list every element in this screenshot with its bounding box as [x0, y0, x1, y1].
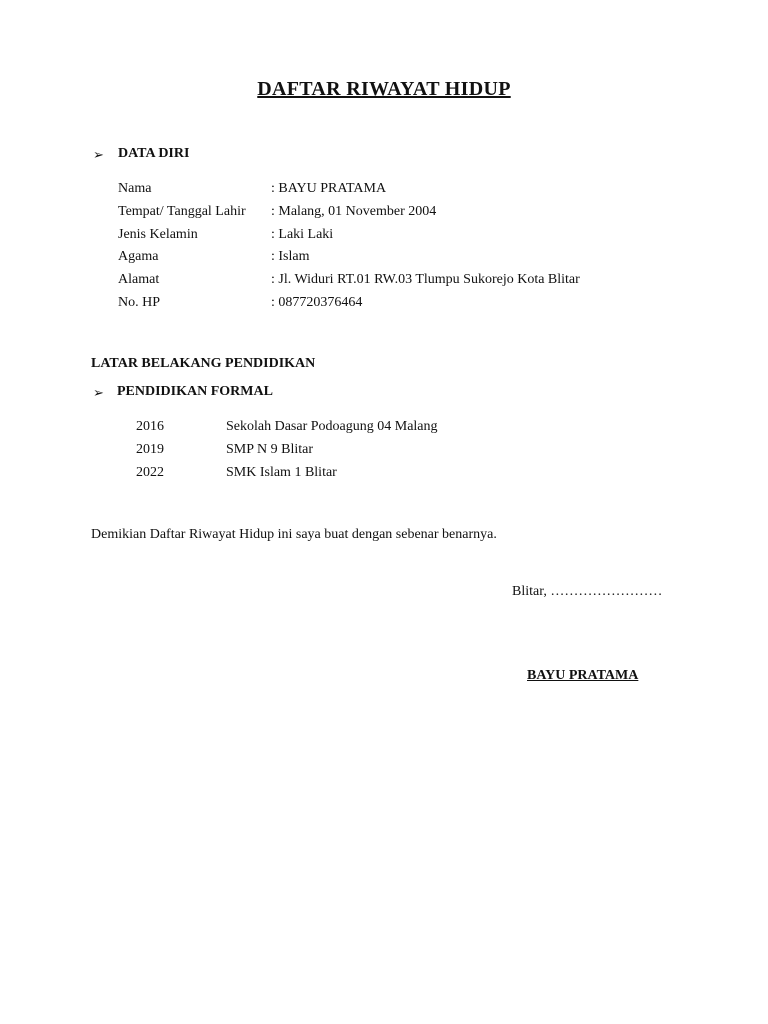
education-school: Sekolah Dasar Podoagung 04 Malang — [226, 419, 438, 434]
field-label: No. HP — [118, 295, 161, 310]
field-value-text: Islam — [278, 249, 310, 265]
education-heading: LATAR BELAKANG PENDIDIKAN — [91, 356, 316, 371]
signature-name: BAYU PRATAMA — [527, 668, 639, 683]
field-value — [271, 181, 386, 197]
field-value-text: Jl. Widuri RT.01 RW.03 Tlumpu Sukorejo Kota Blitar — [278, 272, 580, 288]
personal-data-row — [118, 249, 738, 267]
field-value — [271, 227, 333, 243]
field-separator: : — [271, 272, 279, 288]
place-date: Blitar, …………………… — [512, 584, 663, 599]
personal-data-heading: DATA DIRI — [118, 146, 190, 161]
education-school: SMK Islam 1 Blitar — [226, 464, 337, 480]
closing-statement: Demikian Daftar Riwayat Hidup ini saya buat dengan sebenar benarnya. — [91, 527, 497, 542]
field-value-text: BAYU PRATAMA — [278, 181, 387, 196]
field-separator: : — [271, 295, 279, 310]
field-value-text: Laki Laki — [278, 226, 334, 242]
field-label: Nama — [118, 181, 152, 196]
field-value — [271, 249, 310, 265]
personal-data-row — [118, 295, 738, 313]
education-year: 2016 — [136, 419, 164, 434]
field-separator: : — [271, 181, 279, 196]
field-label: Agama — [118, 249, 159, 265]
formal-education-heading: PENDIDIKAN FORMAL — [117, 384, 273, 399]
personal-data-row — [118, 272, 738, 290]
education-school: SMP N 9 Blitar — [226, 441, 313, 457]
field-value-text: Malang, 01 November 2004 — [278, 203, 437, 219]
personal-data-row — [118, 181, 738, 199]
education-row — [136, 442, 636, 460]
education-row — [136, 419, 636, 437]
education-row — [136, 465, 636, 483]
arrow-bullet-icon: ➢ — [93, 147, 104, 162]
field-value — [271, 204, 436, 220]
arrow-bullet-icon: ➢ — [93, 385, 104, 400]
field-label: Jenis Kelamin — [118, 226, 198, 242]
field-label: Alamat — [118, 272, 160, 288]
field-value — [271, 272, 580, 288]
field-value-text: 087720376464 — [278, 295, 363, 310]
education-year: 2022 — [136, 464, 164, 480]
personal-data-row — [118, 227, 738, 245]
field-label: Tempat/ Tanggal Lahir — [118, 203, 246, 219]
field-separator: : — [271, 226, 279, 242]
document-title: DAFTAR RIWAYAT HIDUP — [257, 78, 511, 100]
education-year: 2019 — [136, 441, 164, 457]
field-value — [271, 295, 362, 311]
personal-data-row — [118, 204, 738, 222]
field-separator: : — [271, 249, 279, 265]
field-separator: : — [271, 203, 279, 219]
